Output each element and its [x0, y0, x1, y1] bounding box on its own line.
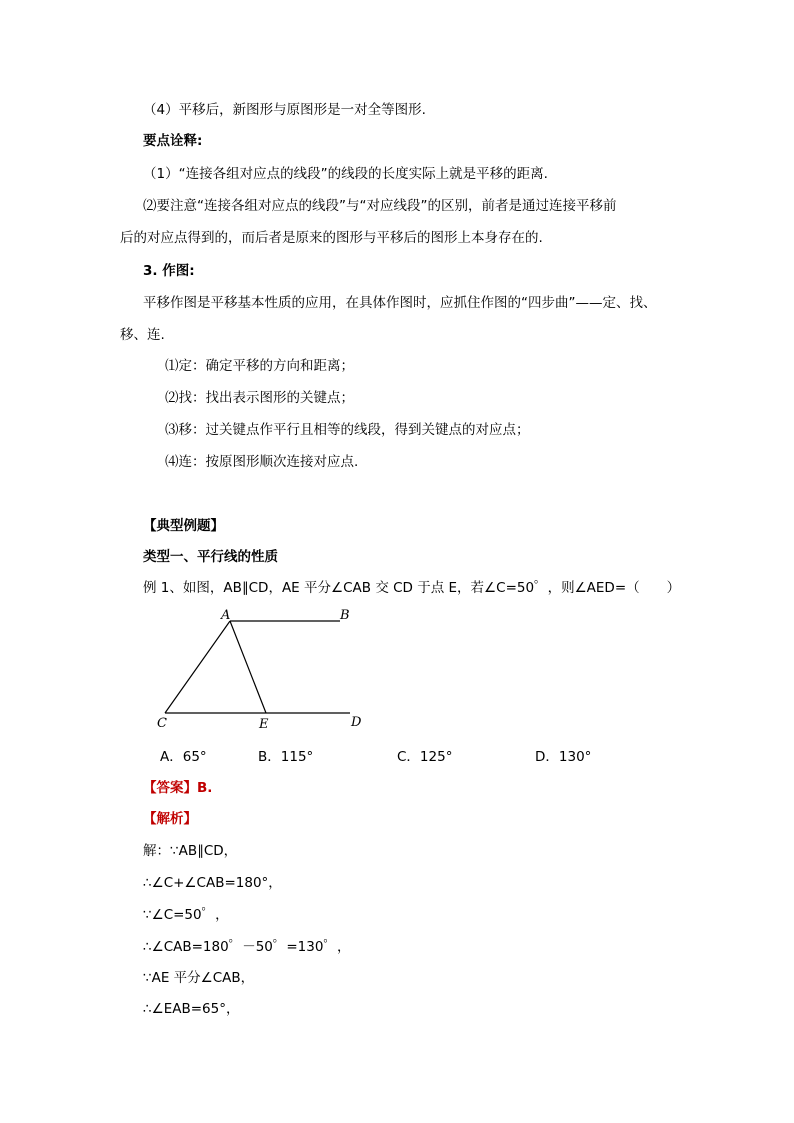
step-find: ⑵找：找出表示图形的关键点；: [165, 390, 354, 406]
solution-step-2: ∴∠C+∠CAB=180°，: [143, 875, 282, 891]
solution-step-3: ∵∠C=50゜，: [143, 907, 229, 923]
step-connect: ⑷连：按原图形顺次连接对应点.: [165, 454, 359, 470]
text-line-7: 平移作图是平移基本性质的应用，在具体作图时，应抓住作图的“四步曲”——定、找、: [143, 295, 657, 311]
text-line-5: 后的对应点得到的，而后者是原来的图形与平移后的图形上本身存在的.: [120, 230, 543, 246]
choice-c: C．125°: [397, 749, 453, 765]
choice-b: B．115°: [258, 749, 314, 765]
segment-ae: [230, 621, 266, 713]
type-title: 类型一、平行线的性质: [143, 549, 278, 565]
text-line-8: 移、连.: [120, 327, 165, 343]
drawing-heading: 3. 作图:: [143, 263, 195, 279]
solution-step-1: 解：∵AB∥CD，: [143, 843, 238, 859]
label-b: B: [340, 608, 350, 623]
label-e: E: [259, 717, 269, 732]
choice-d: D．130°: [535, 749, 592, 765]
key-points-heading: 要点诠释:: [143, 133, 203, 149]
label-d: D: [351, 715, 362, 730]
answer-value: B.: [197, 780, 213, 796]
text-line-1: （4）平移后，新图形与原图形是一对全等图形.: [143, 102, 426, 118]
geometry-figure: [150, 600, 380, 735]
solution-step-6: ∴∠EAB=65°，: [143, 1001, 240, 1017]
solution-step-5: ∵AE 平分∠CAB，: [143, 970, 255, 986]
text-line-4: ⑵要注意“连接各组对应点的线段”与“对应线段”的区别，前者是通过连接平移前: [143, 198, 617, 214]
solution-step-4: ∴∠CAB=180゜－50゜=130゜，: [143, 939, 351, 955]
answer-line: [143, 779, 212, 797]
section-title: 【典型例题】: [143, 518, 224, 534]
analysis-label: 【解析】: [143, 811, 197, 827]
label-c: C: [157, 716, 167, 731]
answer-label: 【答案】: [143, 780, 197, 796]
step-move: ⑶移：过关键点作平行且相等的线段，得到关键点的对应点；: [165, 422, 530, 438]
step-define: ⑴定：确定平移的方向和距离；: [165, 358, 354, 374]
choice-a: A．65°: [160, 749, 207, 765]
text-line-3: （1）“连接各组对应点的线段”的线段的长度实际上就是平移的距离.: [143, 166, 548, 182]
label-a: A: [221, 608, 231, 623]
segment-ac: [165, 621, 230, 713]
example-question: 例 1、如图，AB∥CD，AE 平分∠CAB 交 CD 于点 E，若∠C=50゜，则∠AED=（ ）: [143, 580, 681, 596]
